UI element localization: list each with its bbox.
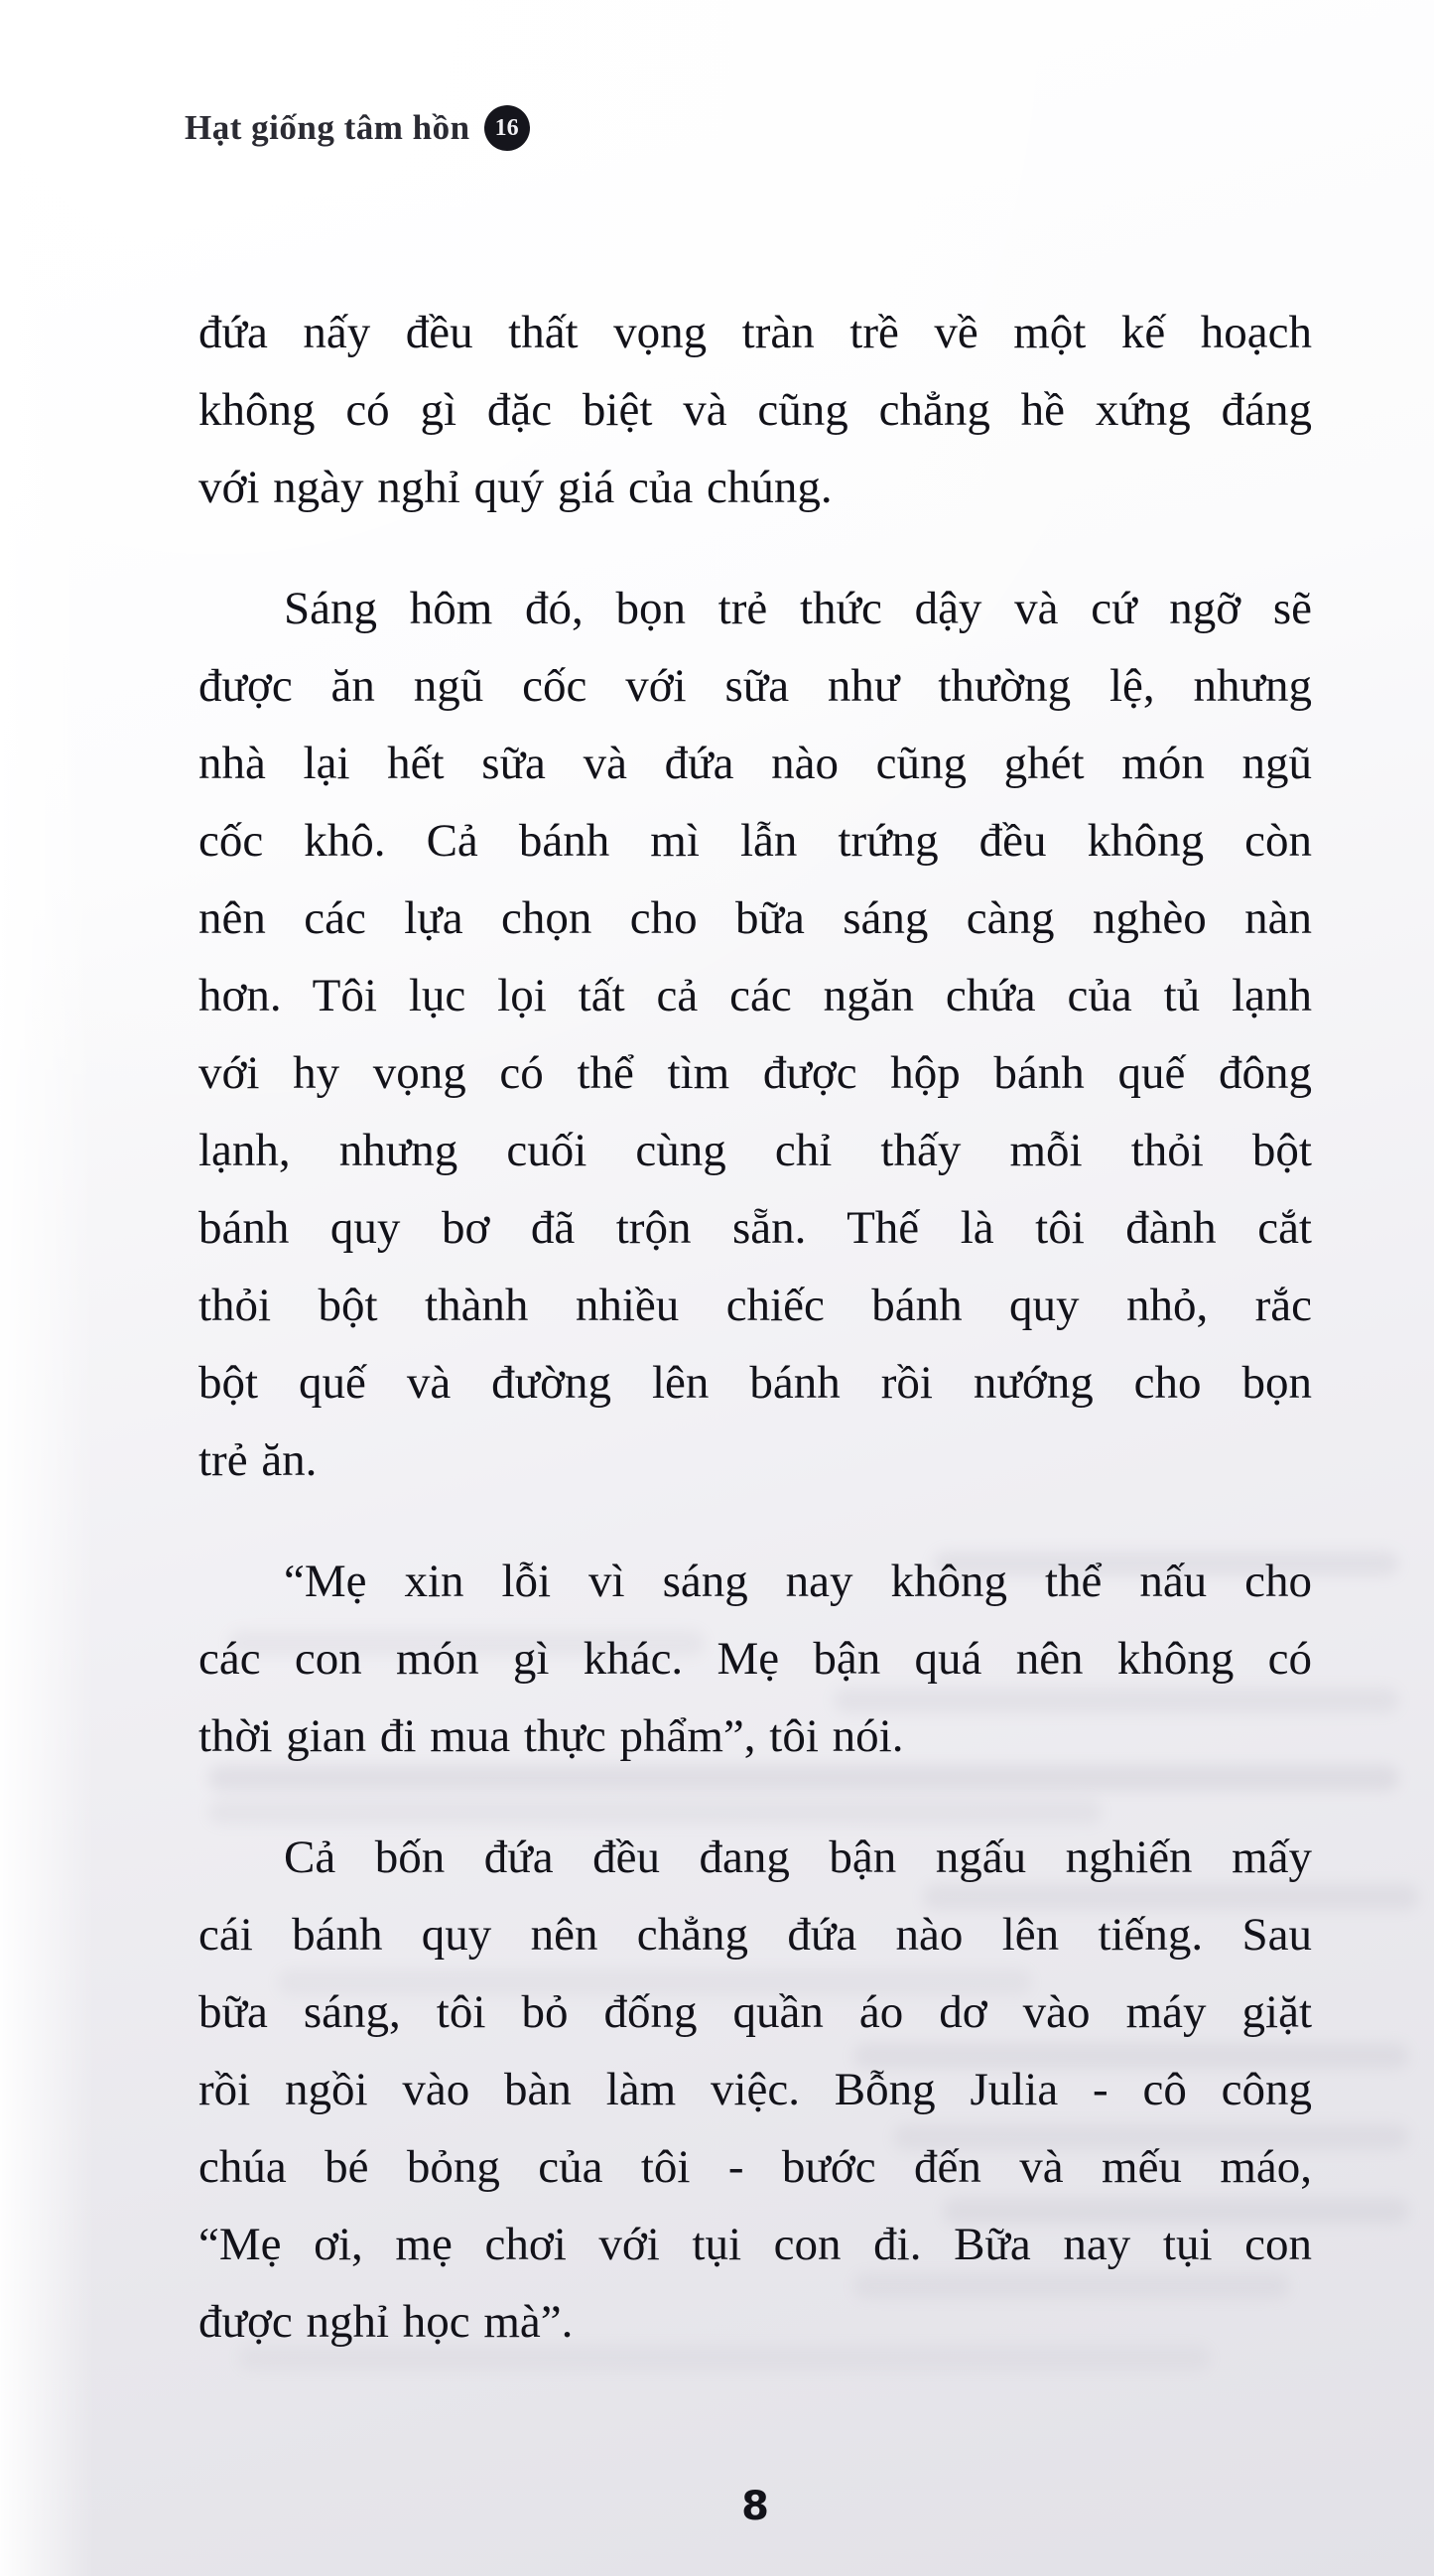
text-line: trẻ ăn. <box>198 1434 318 1486</box>
text-line: “Mẹ xin lỗi vì sáng nay không thể nấu cho <box>284 1556 1312 1607</box>
text-line: bữa sáng, tôi bỏ đống quần áo dơ vào máy giặt <box>198 1986 1312 2038</box>
text-line: cốc khô. Cả bánh mì lẫn trứng đều không còn <box>198 815 1312 867</box>
text-line: với ngày nghỉ quý giá của chúng. <box>198 462 833 513</box>
text-line: lạnh, nhưng cuối cùng chỉ thấy mỗi thỏi bột <box>198 1125 1312 1176</box>
series-title: Hạt giống tâm hồn <box>185 108 470 147</box>
text-line: với hy vọng có thể tìm được hộp bánh quế đông <box>198 1047 1312 1099</box>
volume-number: 16 <box>494 114 519 141</box>
text-line: nhà lại hết sữa và đứa nào cũng ghét món ngũ <box>198 738 1312 789</box>
paragraph <box>198 570 1312 1499</box>
text-line: bánh quy bơ đã trộn sẵn. Thế là tôi đành cắt <box>198 1202 1312 1254</box>
page-edge-light <box>0 0 94 2576</box>
page-number: 8 <box>741 2484 769 2529</box>
running-header <box>185 105 530 151</box>
text-line: được ăn ngũ cốc với sữa như thường lệ, nhưng <box>198 660 1312 712</box>
text-line: không có gì đặc biệt và cũng chẳng hề xứng đáng <box>198 384 1312 436</box>
volume-badge <box>484 105 530 151</box>
text-line: thời gian đi mua thực phẩm”, tôi nói. <box>198 1710 904 1762</box>
text-line: đứa nấy đều thất vọng tràn trề về một kế hoạch <box>198 307 1312 358</box>
paragraph <box>198 294 1312 526</box>
text-block <box>198 294 1312 2361</box>
text-line: nên các lựa chọn cho bữa sáng càng nghèo nàn <box>198 892 1312 944</box>
text-line: hơn. Tôi lục lọi tất cả các ngăn chứa của tủ lạnh <box>198 970 1312 1021</box>
text-line: được nghỉ học mà”. <box>198 2296 574 2348</box>
text-line: chúa bé bỏng của tôi - bước đến và mếu máo, <box>198 2141 1312 2193</box>
text-line: các con món gì khác. Mẹ bận quá nên không có <box>198 1633 1312 1685</box>
text-line: “Mẹ ơi, mẹ chơi với tụi con đi. Bữa nay tụi con <box>198 2219 1312 2270</box>
text-line: thỏi bột thành nhiều chiếc bánh quy nhỏ, rắc <box>198 1280 1312 1331</box>
text-line: bột quế và đường lên bánh rồi nướng cho bọn <box>198 1357 1312 1409</box>
text-line: cái bánh quy nên chẳng đứa nào lên tiếng. Sau <box>198 1909 1312 1961</box>
text-line: Sáng hôm đó, bọn trẻ thức dậy và cứ ngỡ sẽ <box>284 583 1312 634</box>
text-line: Cả bốn đứa đều đang bận ngấu nghiến mấy <box>284 1831 1312 1883</box>
paragraph <box>198 1819 1312 2361</box>
text-line: rồi ngồi vào bàn làm việc. Bỗng Julia - cô công <box>198 2064 1312 2115</box>
paragraph <box>198 1543 1312 1775</box>
